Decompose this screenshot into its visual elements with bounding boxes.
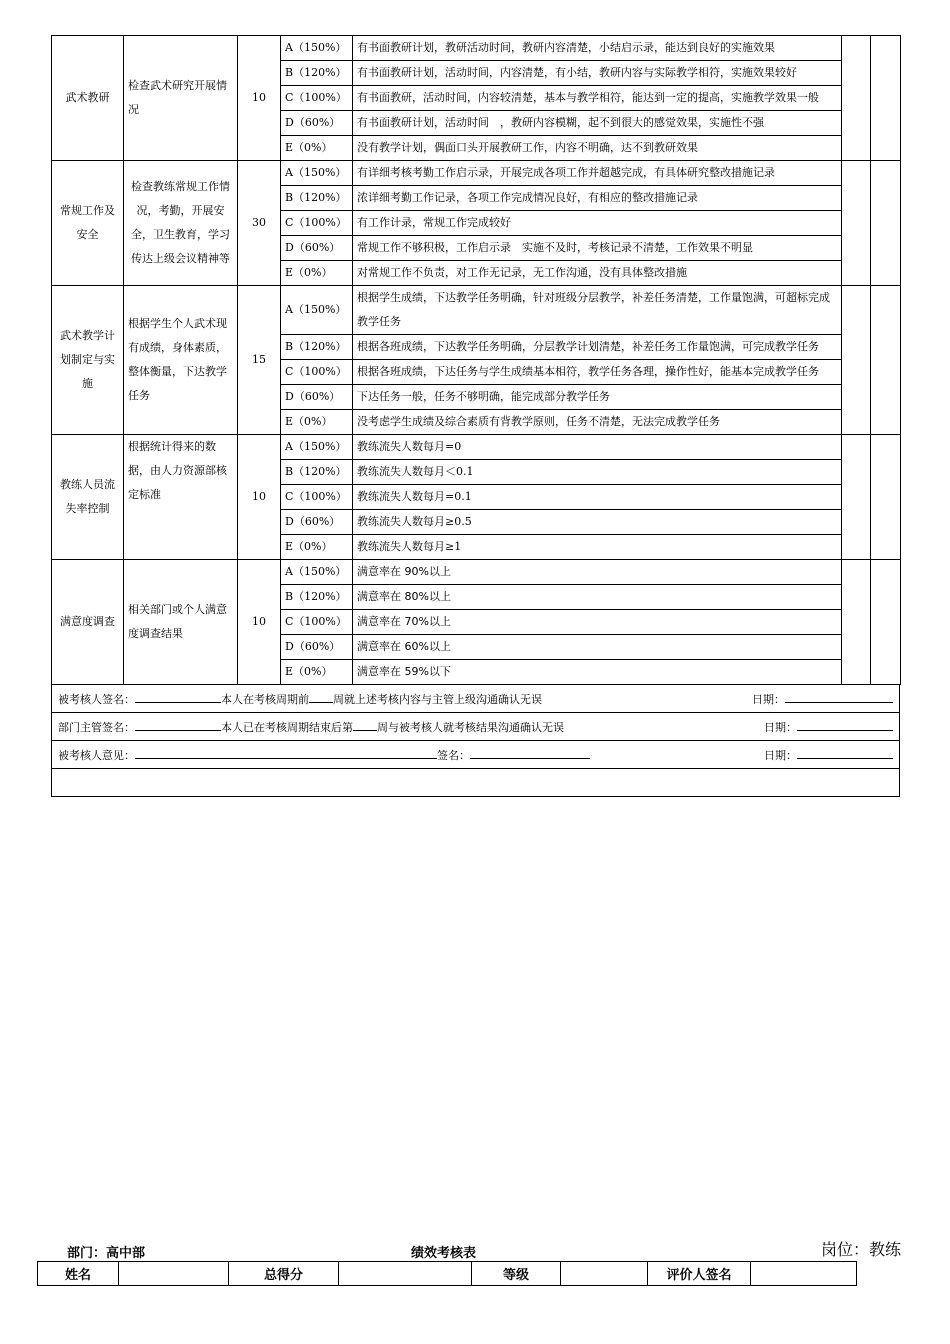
name-label: 姓名	[38, 1262, 119, 1286]
level-label: A（150%）	[281, 36, 353, 61]
level-label: A（150%）	[281, 435, 353, 460]
criteria-row	[52, 161, 901, 186]
assessment-criteria: 相关部门或个人满意度调查结果	[124, 560, 238, 685]
level-description: 浓详细考勤工作记录，各项工作完成情况良好，有相应的整改措施记录	[353, 186, 842, 211]
level-label: A（150%）	[281, 560, 353, 585]
level-description: 教练流失人数每月≥1	[353, 535, 842, 560]
level-description: 对常规工作不负责，对工作无记录，无工作沟通，没有具体整改措施	[353, 261, 842, 286]
level-description: 根据各班成绩，下达任务与学生成绩基本相符，教学任务各理，操作性好，能基本完成教学任务	[353, 360, 842, 385]
grade-label: 等级	[472, 1262, 561, 1286]
level-description: 教练流失人数每月＜0.1	[353, 460, 842, 485]
level-description: 根据学生成绩，下达教学任务明确，针对班级分层教学，补差任务清楚，工作量饱满，可超标完成教学任务	[353, 286, 842, 335]
examinee-sign-label: 被考核人签名：	[58, 692, 135, 706]
signature-row-opinion	[52, 741, 900, 769]
summary-table	[37, 1261, 857, 1286]
supervisor-week-blank[interactable]	[353, 719, 377, 731]
level-description: 教练流失人数每月≥0.5	[353, 510, 842, 535]
level-label: B（120%）	[281, 335, 353, 360]
footer-form	[37, 1237, 901, 1286]
department-label: 部门：高中部	[67, 1246, 146, 1261]
form-title: 绩效考核表	[411, 1246, 477, 1261]
post-label: 岗位：教练	[820, 1240, 901, 1259]
footer-header	[37, 1237, 901, 1261]
level-label: A（150%）	[281, 286, 353, 335]
opinion-sign-label: 签名：	[437, 748, 470, 762]
level-description: 常规工作不够积极，工作启示录 实施不及时，考核记录不清楚，工作效果不明显	[353, 236, 842, 261]
signature-row-examinee	[52, 685, 900, 713]
assessment-item: 武术教研	[52, 36, 124, 161]
level-label: D（60%）	[281, 385, 353, 410]
signature-row-supervisor	[52, 713, 900, 741]
level-description: 有工作计录，常规工作完成较好	[353, 211, 842, 236]
signature-row-empty	[52, 769, 900, 797]
self-score-cell[interactable]	[842, 560, 871, 685]
final-score-cell[interactable]	[871, 560, 901, 685]
signature-table	[51, 684, 900, 797]
level-description: 有书面教研计划，教研活动时间，教研内容清楚，小结启示录，能达到良好的实施效果	[353, 36, 842, 61]
final-score-cell[interactable]	[871, 36, 901, 161]
level-label: E（0%）	[281, 660, 353, 685]
criteria-table	[51, 35, 901, 685]
level-label: E（0%）	[281, 136, 353, 161]
grade-cell[interactable]	[561, 1262, 648, 1286]
rater-signature-cell[interactable]	[751, 1262, 857, 1286]
level-label: D（60%）	[281, 510, 353, 535]
supervisor-confirm-text-b: 周与被考核人就考核结果沟通确认无误	[377, 720, 564, 734]
level-description: 有书面教研计划，活动时间，内容清楚，有小结，教研内容与实际教学相符，实施效果较好	[353, 61, 842, 86]
level-description: 没有教学计划，偶面口头开展教研工作，内容不明确，达不到教研效果	[353, 136, 842, 161]
self-score-cell[interactable]	[842, 36, 871, 161]
final-score-cell[interactable]	[871, 435, 901, 560]
assessment-criteria: 根据统计得来的数据，由人力资源部核定标准	[124, 435, 238, 560]
weight-value: 30	[238, 161, 281, 286]
opinion-blank[interactable]	[135, 747, 437, 759]
level-label: D（60%）	[281, 111, 353, 136]
date-label: 日期：	[764, 748, 797, 762]
self-score-cell[interactable]	[842, 286, 871, 435]
final-score-cell[interactable]	[871, 161, 901, 286]
supervisor-sign-label: 部门主管签名：	[58, 720, 135, 734]
level-description: 有详细考核考勤工作启示录，开展完成各项工作并超越完成，有具体研究整改措施记录	[353, 161, 842, 186]
assessment-criteria: 检查教练常规工作情况，考勤，开展安全，卫生教育，学习传达上级会议精神等	[124, 161, 238, 286]
criteria-row	[52, 560, 901, 585]
assessment-criteria: 检查武术研究开展情况	[124, 36, 238, 161]
level-description: 满意率在 60%以上	[353, 635, 842, 660]
opinion-sign-blank[interactable]	[470, 747, 590, 759]
supervisor-sign-blank[interactable]	[135, 719, 221, 731]
criteria-row	[52, 36, 901, 61]
rater-signature-label: 评价人签名	[648, 1262, 751, 1286]
weight-value: 10	[238, 560, 281, 685]
date-label: 日期：	[752, 692, 785, 706]
evaluation-sheet	[51, 35, 900, 797]
level-description: 有书面教研计划，活动时间 ，教研内容模糊，起不到很大的感觉效果，实施性不强	[353, 111, 842, 136]
level-label: E（0%）	[281, 261, 353, 286]
level-description: 下达任务一般，任务不够明确，能完成部分教学任务	[353, 385, 842, 410]
level-label: D（60%）	[281, 236, 353, 261]
level-label: B（120%）	[281, 61, 353, 86]
level-description: 教练流失人数每月=0.1	[353, 485, 842, 510]
date-blank[interactable]	[797, 719, 893, 731]
weight-value: 15	[238, 286, 281, 435]
level-label: D（60%）	[281, 635, 353, 660]
examinee-week-blank[interactable]	[309, 691, 333, 703]
criteria-row	[52, 435, 901, 460]
assessment-item: 武术教学计划制定与实施	[52, 286, 124, 435]
opinion-label: 被考核人意见：	[58, 748, 135, 762]
level-description: 满意率在 70%以上	[353, 610, 842, 635]
date-blank[interactable]	[797, 747, 893, 759]
examinee-sign-blank[interactable]	[135, 691, 221, 703]
name-cell[interactable]	[119, 1262, 229, 1286]
weight-value: 10	[238, 36, 281, 161]
criteria-row	[52, 286, 901, 335]
level-description: 有书面教研，活动时间，内容较清楚，基本与教学相符，能达到一定的提高，实施教学效果一般	[353, 86, 842, 111]
assessment-item: 教练人员流失率控制	[52, 435, 124, 560]
level-label: B（120%）	[281, 186, 353, 211]
examinee-confirm-text-b: 周就上述考核内容与主管上级沟通确认无误	[333, 692, 542, 706]
level-description: 满意率在 90%以上	[353, 560, 842, 585]
level-description: 没考虑学生成绩及综合素质有背教学原则，任务不清楚，无法完成教学任务	[353, 410, 842, 435]
self-score-cell[interactable]	[842, 435, 871, 560]
level-label: B（120%）	[281, 460, 353, 485]
level-label: C（100%）	[281, 610, 353, 635]
weight-value: 10	[238, 435, 281, 560]
total-score-cell[interactable]	[339, 1262, 472, 1286]
level-description: 满意率在 59%以下	[353, 660, 842, 685]
examinee-confirm-text-a: 本人在考核周期前	[221, 692, 309, 706]
level-label: B（120%）	[281, 585, 353, 610]
supervisor-confirm-text-a: 本人已在考核周期结束后第	[221, 720, 353, 734]
assessment-criteria: 根据学生个人武术现有成绩，身体素质，整体衡量，下达教学任务	[124, 286, 238, 435]
date-blank[interactable]	[785, 691, 893, 703]
level-label: E（0%）	[281, 410, 353, 435]
level-label: C（100%）	[281, 485, 353, 510]
self-score-cell[interactable]	[842, 161, 871, 286]
total-score-label: 总得分	[229, 1262, 339, 1286]
level-description: 教练流失人数每月=0	[353, 435, 842, 460]
assessment-item: 常规工作及安全	[52, 161, 124, 286]
level-label: C（100%）	[281, 86, 353, 111]
level-label: E（0%）	[281, 535, 353, 560]
level-description: 根据各班成绩，下达教学任务明确，分层教学计划清楚，补差任务工作量饱满，可完成教学任务	[353, 335, 842, 360]
assessment-item: 满意度调查	[52, 560, 124, 685]
level-label: C（100%）	[281, 211, 353, 236]
date-label: 日期：	[764, 720, 797, 734]
level-description: 满意率在 80%以上	[353, 585, 842, 610]
final-score-cell[interactable]	[871, 286, 901, 435]
level-label: A（150%）	[281, 161, 353, 186]
level-label: C（100%）	[281, 360, 353, 385]
criteria-table-body	[52, 36, 901, 685]
